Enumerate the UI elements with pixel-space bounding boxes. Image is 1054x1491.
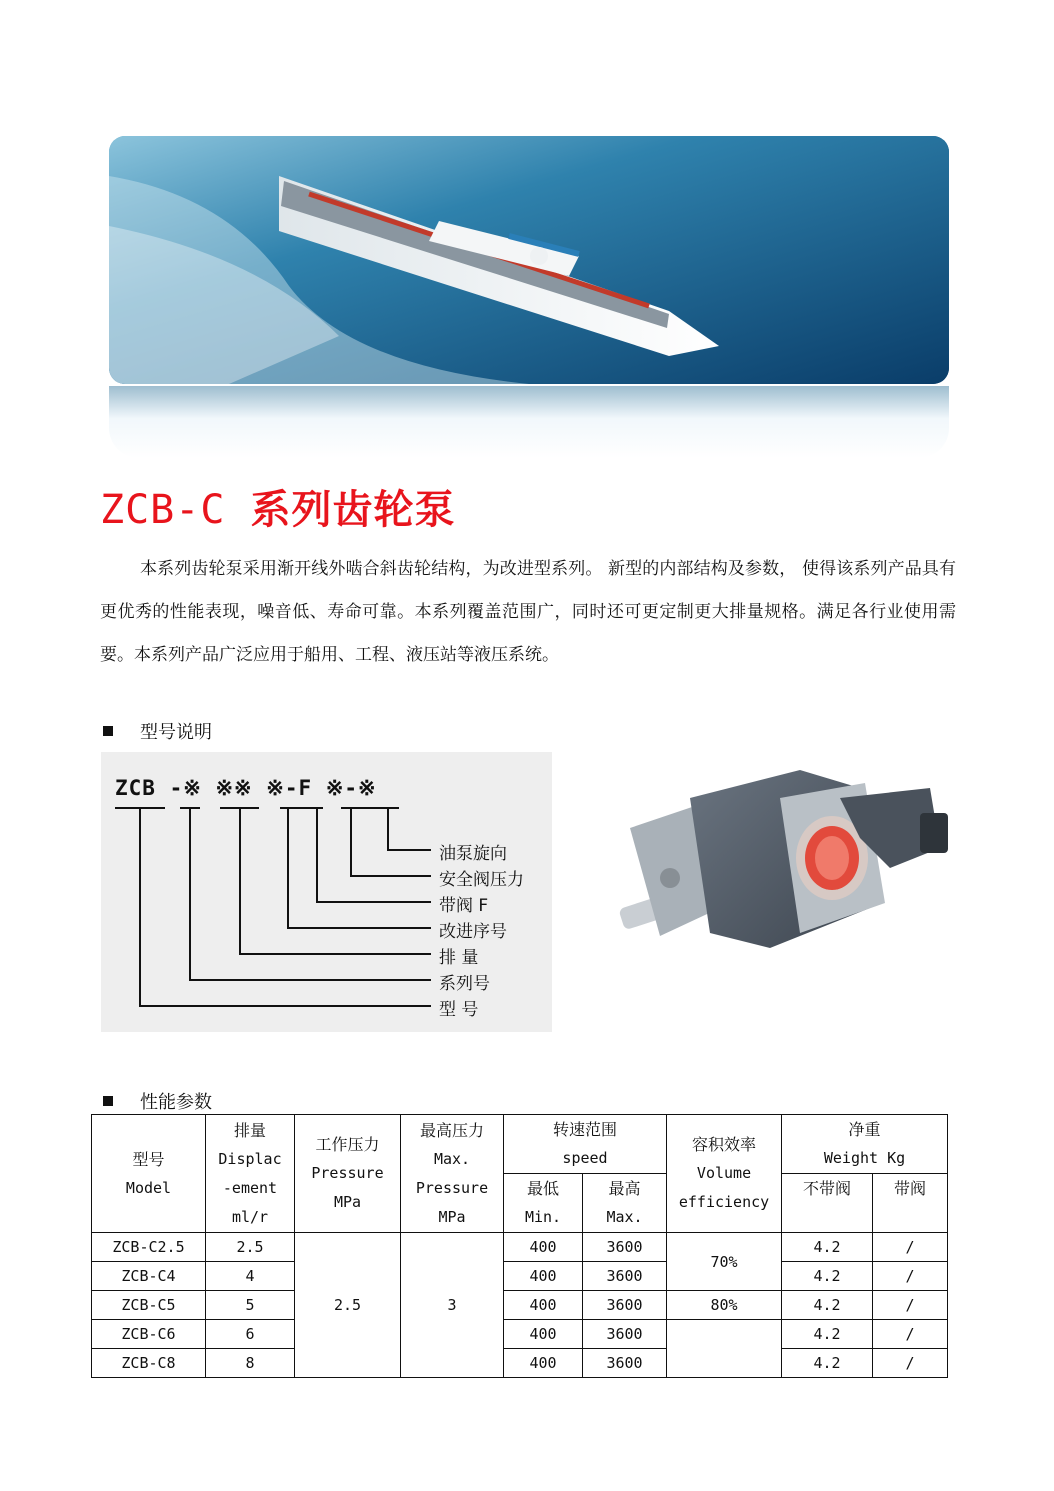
title-series: 系列齿轮泵 <box>250 487 456 533</box>
label-displacement: 排 量 <box>439 948 479 968</box>
table-header-row <box>92 1115 948 1174</box>
cell-max-speed: 3600 <box>583 1320 667 1349</box>
cell-model: ZCB-C4 <box>92 1262 206 1291</box>
cell-min-speed: 400 <box>504 1233 583 1262</box>
cell-displacement: 4 <box>206 1262 295 1291</box>
col-displacement-header: 排量 Displac -ement ml/r <box>206 1115 295 1233</box>
title-model: ZCB-C <box>100 487 226 533</box>
cell-efficiency: 70% <box>667 1233 782 1291</box>
table-row <box>92 1262 948 1291</box>
cell-displacement: 2.5 <box>206 1233 295 1262</box>
cell-efficiency: 80% <box>667 1291 782 1320</box>
cell-displacement: 5 <box>206 1291 295 1320</box>
cruise-ship-illustration <box>109 136 949 384</box>
page-title <box>100 478 456 535</box>
cell-displacement: 6 <box>206 1320 295 1349</box>
cell-weight-novalve: 4.2 <box>782 1320 873 1349</box>
label-revision: 改进序号 <box>439 922 507 942</box>
label-with-valve: 带阀 F <box>439 896 489 916</box>
cell-pressure: 2.5 <box>295 1233 401 1378</box>
label-model: 型 号 <box>439 1000 479 1020</box>
cell-min-speed: 400 <box>504 1262 583 1291</box>
hero-banner-image <box>109 136 949 384</box>
table-row <box>92 1233 948 1262</box>
cell-weight-novalve: 4.2 <box>782 1349 873 1378</box>
table-row <box>92 1320 948 1349</box>
cell-max-speed: 3600 <box>583 1349 667 1378</box>
cell-min-speed: 400 <box>504 1291 583 1320</box>
cell-displacement: 8 <box>206 1349 295 1378</box>
intro-paragraph: 本系列齿轮泵采用渐开线外啮合斜齿轮结构，为改进型系列。 新型的内部结构及参数， 使得该系列产品具有更优秀的性能表现，噪音低、寿命可靠。本系列覆盖范围广，同时还可更定制更大排量规格。满足各行业使用需要。本系列产品广泛应用于船用、工程、液压站等液压系统。 <box>100 559 956 665</box>
cell-min-speed: 400 <box>504 1349 583 1378</box>
col-max-pressure-header: 最高压力 Max. Pressure MPa <box>401 1115 504 1233</box>
performance-section-heading <box>103 1088 212 1114</box>
col-weight-header: 净重 Weight Kg <box>782 1115 948 1174</box>
col-speed-header: 转速范围 speed <box>504 1115 667 1174</box>
gear-pump-image <box>600 758 960 958</box>
col-efficiency-header: 容积效率 Volume efficiency <box>667 1115 782 1233</box>
label-relief-pressure: 安全阀压力 <box>439 870 524 890</box>
col-weight-valve-header: 带阀 <box>873 1174 948 1233</box>
table-row <box>92 1349 948 1378</box>
table-row <box>92 1291 948 1320</box>
col-model-header: 型号 Model <box>92 1115 206 1233</box>
cell-model: ZCB-C2.5 <box>92 1233 206 1262</box>
label-rotation: 油泵旋向 <box>439 844 507 864</box>
cell-weight-valve: / <box>873 1320 948 1349</box>
col-weight-novalve-header: 不带阀 <box>782 1174 873 1233</box>
model-code-diagram <box>101 752 552 1032</box>
col-pressure-header: 工作压力 Pressure MPa <box>295 1115 401 1233</box>
cell-max-pressure: 3 <box>401 1233 504 1378</box>
cell-min-speed: 400 <box>504 1320 583 1349</box>
model-section-title: 型号说明 <box>140 722 212 743</box>
cell-weight-novalve: 4.2 <box>782 1291 873 1320</box>
cell-max-speed: 3600 <box>583 1291 667 1320</box>
cell-weight-valve: / <box>873 1262 948 1291</box>
cell-model: ZCB-C6 <box>92 1320 206 1349</box>
cell-max-speed: 3600 <box>583 1233 667 1262</box>
performance-section-title: 性能参数 <box>140 1092 212 1113</box>
label-series: 系列号 <box>439 974 490 994</box>
square-bullet-icon <box>103 726 113 736</box>
model-section-heading <box>103 718 212 744</box>
square-bullet-icon <box>103 1096 113 1106</box>
cell-weight-novalve: 4.2 <box>782 1262 873 1291</box>
cell-weight-novalve: 4.2 <box>782 1233 873 1262</box>
cell-efficiency-empty <box>667 1320 782 1378</box>
cell-max-speed: 3600 <box>583 1262 667 1291</box>
cell-weight-valve: / <box>873 1291 948 1320</box>
model-code-string: ZCB -※ ※※ ※-F ※-※ <box>115 776 377 800</box>
col-max-speed-header: 最高 Max. <box>583 1174 667 1233</box>
cell-weight-valve: / <box>873 1349 948 1378</box>
col-min-speed-header: 最低 Min. <box>504 1174 583 1233</box>
cell-weight-valve: / <box>873 1233 948 1262</box>
performance-table <box>91 1114 948 1378</box>
cell-model: ZCB-C8 <box>92 1349 206 1378</box>
banner-reflection <box>109 386 949 458</box>
cell-model: ZCB-C5 <box>92 1291 206 1320</box>
